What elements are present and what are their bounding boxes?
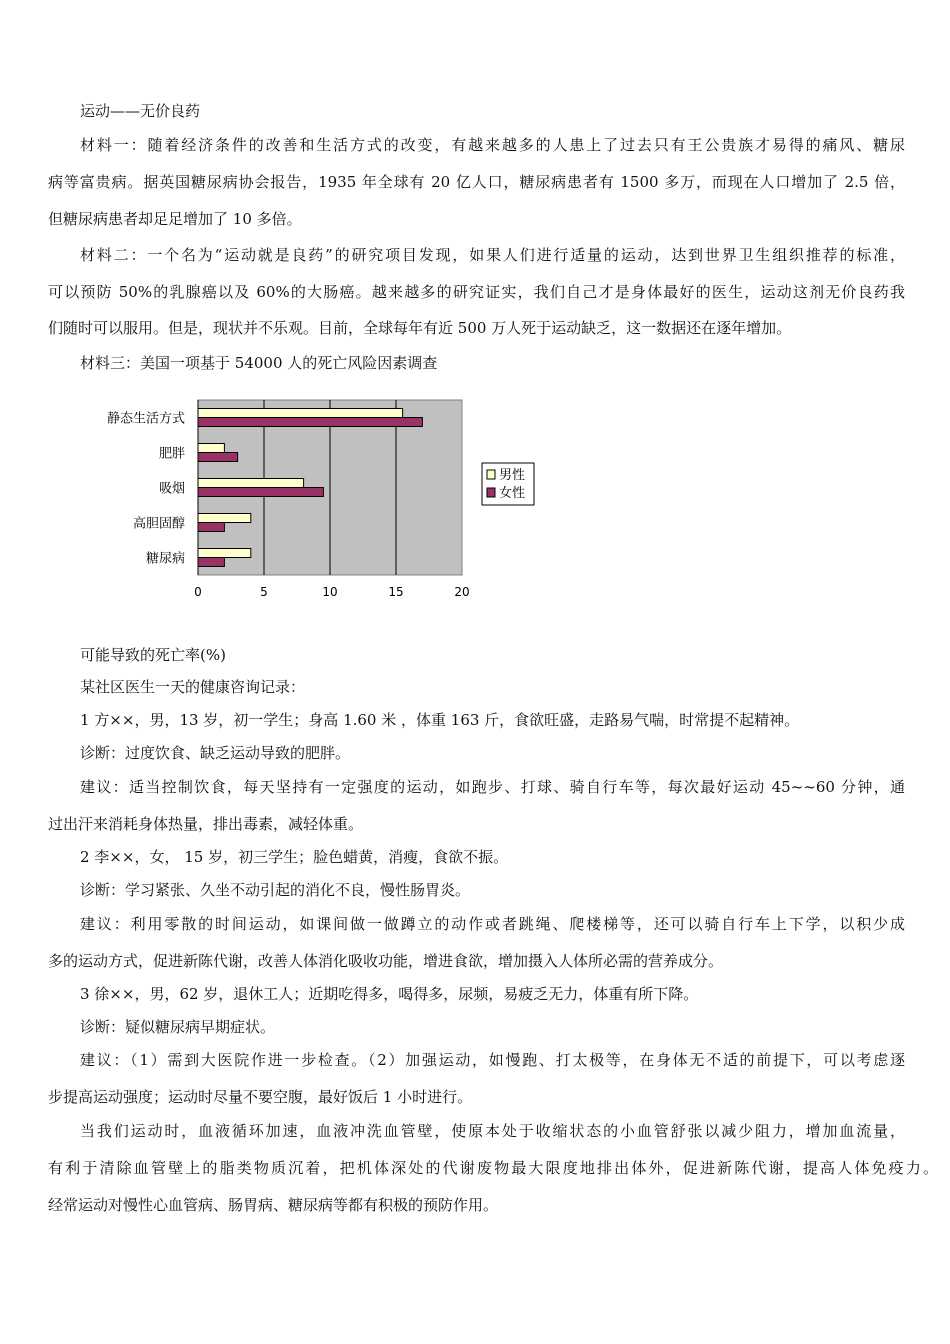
bar-female [198, 523, 224, 532]
category-label: 高胆固醇 [132, 516, 185, 532]
conclusion-line-1: 当我们运动时，血液循环加速，血液冲洗血管壁，使原本处于收缩状态的小血管舒张以减少阻力，增加血流量， [80, 1122, 905, 1140]
legend-swatch [487, 488, 495, 497]
bar-female [198, 418, 422, 427]
material-3-heading: 材料三：美国一项基于 54000 人的死亡风险因素调查 [80, 354, 438, 372]
x-tick-label: 10 [322, 585, 338, 599]
document-title: 运动——无价良药 [80, 102, 201, 120]
case-3-diagnosis: 诊断：疑似糖尿病早期症状。 [80, 1018, 276, 1036]
bar-male [198, 514, 251, 523]
case-3-info: 3 徐××，男，62 岁，退休工人；近期吃得多，喝得多，尿频，易疲乏无力，体重有所下降。 [80, 985, 699, 1003]
conclusion-line-2: 有利于清除血管壁上的脂类物质沉着，把机体深处的代谢废物最大限度地排出体外，促进新陈代谢，提高人体免疫力。 [48, 1159, 938, 1177]
case-2-advice-line-2: 多的运动方式，促进新陈代谢，改善人体消化吸收功能，增进食欲，增加摄入人体所必需的营养成分。 [48, 952, 724, 970]
category-label: 静态生活方式 [106, 411, 185, 427]
material-2-line-2: 可以预防 50%的乳腺癌以及 60%的大肠癌。越来越多的研究证实，我们自己才是身体最好的医生，运动这剂无价良药我 [48, 283, 905, 301]
category-label: 糖尿病 [145, 551, 185, 567]
category-label: 吸烟 [158, 481, 185, 497]
conclusion-line-3: 经常运动对慢性心血管病、肠胃病、糖尿病等都有积极的预防作用。 [48, 1196, 499, 1214]
material-1-line-2: 病等富贵病。据英国糖尿病协会报告，1935 年全球有 20 亿人口，糖尿病患者有 1500 多万，而现在人口增加了 2.5 倍， [48, 173, 905, 191]
case-1-advice-line-2: 过出汗来消耗身体热量，排出毒素，减轻体重。 [48, 815, 364, 833]
bar-female [198, 558, 224, 567]
material-1-line-3: 但糖尿病患者却足足增加了 10 多倍。 [48, 210, 302, 228]
mortality-bar-chart [80, 390, 560, 605]
case-1-advice-line-1: 建议：适当控制饮食，每天坚持有一定强度的运动，如跑步、打球、骑自行车等，每次最好运动 45~~60 分钟，通 [80, 778, 905, 796]
case-2-diagnosis: 诊断：学习紧张、久坐不动引起的消化不良，慢性肠胃炎。 [80, 881, 471, 899]
material-1-line-1: 材料一：随着经济条件的改善和生活方式的改变，有越来越多的人患上了过去只有王公贵族才易得的痛风、糖尿 [80, 136, 905, 154]
legend-label: 女性 [499, 486, 526, 501]
material-2-line-3: 们随时可以服用。但是，现状并不乐观。目前，全球每年有近 500 万人死于运动缺乏，这一数据还在逐年增加。 [48, 319, 792, 337]
x-tick-label: 15 [388, 585, 404, 599]
chart-caption: 可能导致的死亡率(%) [80, 646, 226, 664]
case-3-advice-line-2: 步提高运动强度；运动时尽量不要空腹，最好饭后 1 小时进行。 [48, 1088, 473, 1106]
bar-male [198, 444, 224, 453]
bar-female [198, 453, 238, 462]
case-3-advice-line-1: 建议：（1）需到大医院作进一步检查。（2）加强运动，如慢跑、打太极等，在身体无不适的前提下，可以考虑逐 [80, 1051, 905, 1069]
case-1-diagnosis: 诊断：过度饮食、缺乏运动导致的肥胖。 [80, 744, 351, 762]
case-1-info: 1 方××，男，13 岁，初一学生；身高 1.60 米 ，体重 163 斤，食欲旺盛，走路易气喘，时常提不起精神。 [80, 711, 800, 729]
bar-female [198, 488, 323, 497]
material-2-line-1: 材料二：一个名为“运动就是良药”的研究项目发现，如果人们进行适量的运动，达到世界卫生组织推荐的标准， [80, 246, 905, 264]
bar-male [198, 409, 403, 418]
legend-label: 男性 [499, 468, 526, 483]
case-2-info: 2 李××，女， 15 岁，初三学生；脸色蜡黄，消瘦，食欲不振。 [80, 848, 509, 866]
case-2-advice-line-1: 建议：利用零散的时间运动，如课间做一做蹲立的动作或者跳绳、爬楼梯等，还可以骑自行车上下学，以积少成 [80, 915, 905, 933]
x-tick-label: 5 [260, 585, 268, 599]
bar-male [198, 479, 304, 488]
legend-swatch [487, 470, 495, 479]
bar-male [198, 549, 251, 558]
records-title: 某社区医生一天的健康咨询记录： [80, 678, 306, 696]
x-tick-label: 0 [194, 585, 202, 599]
category-label: 肥胖 [158, 446, 185, 462]
x-tick-label: 20 [454, 585, 470, 599]
